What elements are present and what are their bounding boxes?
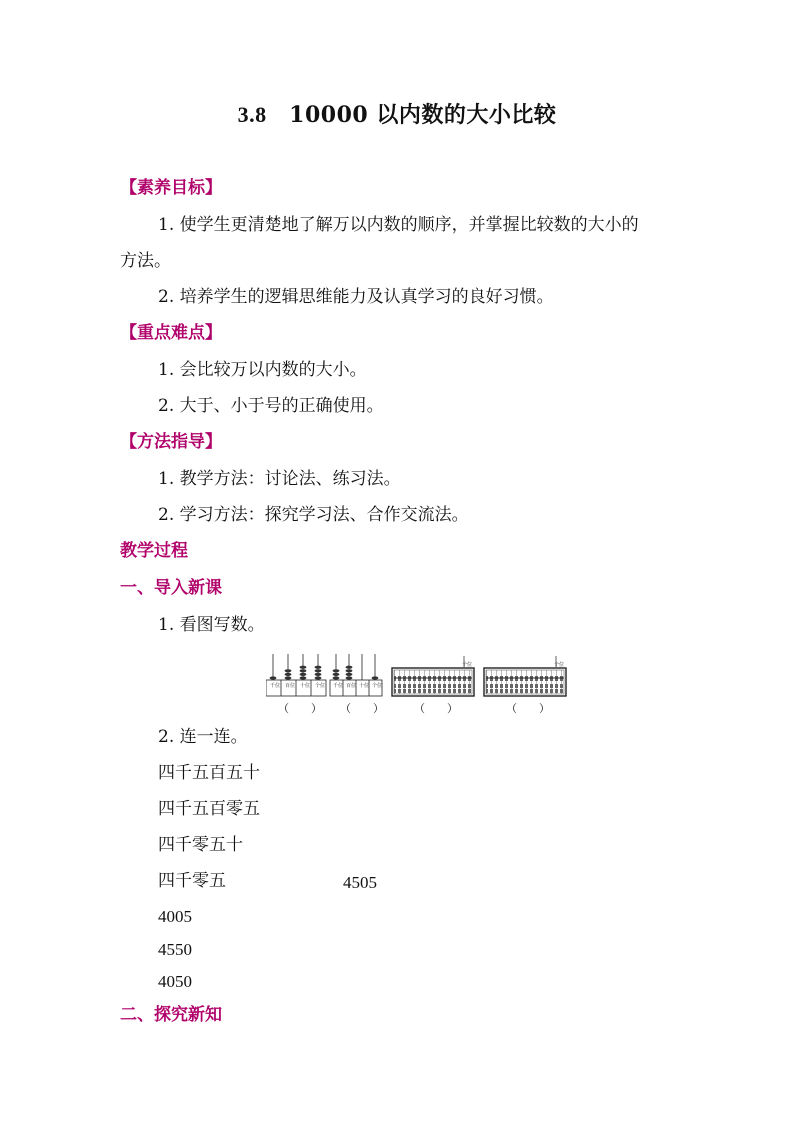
goal-item-2: 2. 培养学生的逻辑思维能力及认真学习的良好习惯。 xyxy=(158,287,554,307)
method-item-1: 1. 教学方法：讨论法、练习法。 xyxy=(158,469,401,489)
place-label-ones: 个位 xyxy=(372,683,383,689)
abacus-bead xyxy=(285,669,292,672)
abacus-bead xyxy=(315,676,322,679)
part1-heading: 一、导入新课 xyxy=(120,578,222,598)
abacus-bead xyxy=(300,673,307,676)
match-right-4: 4050 xyxy=(158,972,192,991)
match-left-4: 四千零五 xyxy=(158,871,226,891)
abacus-bead xyxy=(315,673,322,676)
frame-2-top-label: 个位 xyxy=(554,662,565,668)
goals-heading: 【素养目标】 xyxy=(120,178,222,198)
methods-heading: 【方法指导】 xyxy=(120,432,222,452)
match-right-1: 4505 xyxy=(343,873,377,892)
abacus-bead xyxy=(300,669,307,672)
abacus-bead xyxy=(333,673,340,676)
answer-blank-3[interactable]: （ ） xyxy=(414,703,458,715)
counting-frame-2 xyxy=(484,656,566,696)
abacus-bead xyxy=(270,676,277,679)
goal-item-1: 1. 使学生更清楚地了解万以内数的顺序，并掌握比较数的大小的 xyxy=(158,215,639,235)
abacus-bead xyxy=(333,669,340,672)
answer-blank-4[interactable]: （ ） xyxy=(506,703,550,715)
place-label-tens: 十位 xyxy=(300,683,311,689)
title-number: 3.8 xyxy=(237,102,267,127)
abacus-1-beads xyxy=(270,666,322,680)
part2-heading: 二、探究新知 xyxy=(120,1005,222,1025)
abacus-bead xyxy=(346,676,353,679)
match-left-3: 四千零五十 xyxy=(158,835,243,855)
abacus-bead xyxy=(346,673,353,676)
keypoint-item-1: 1. 会比较万以内数的大小。 xyxy=(158,360,367,380)
abacus-bead xyxy=(300,676,307,679)
abacus-bead xyxy=(315,669,322,672)
match-right-3: 4550 xyxy=(158,940,192,959)
title-text: 10000 以内数的大小比较 xyxy=(289,102,557,128)
abacus-bead xyxy=(346,666,353,669)
match-right-2: 4005 xyxy=(158,907,192,926)
match-left-2: 四千五百零五 xyxy=(158,799,260,819)
abacus-1-labels xyxy=(270,682,325,689)
abacus-bead xyxy=(300,666,307,669)
abacus-2-beads xyxy=(333,666,379,680)
abacus-bead xyxy=(315,666,322,669)
place-label-hundreds: 百位 xyxy=(285,683,296,689)
counting-frame-1 xyxy=(392,656,474,696)
abacus-bead xyxy=(333,676,340,679)
place-label-thousands: 千位 xyxy=(333,683,344,689)
place-label-thousands: 千位 xyxy=(270,683,281,689)
answer-blank-2[interactable]: （ ） xyxy=(340,703,384,715)
place-label-hundreds: 百位 xyxy=(346,683,357,689)
page-title xyxy=(0,98,794,129)
abacus-bead xyxy=(285,676,292,679)
question-1: 1. 看图写数。 xyxy=(158,615,265,635)
answer-blank-1[interactable]: （ ） xyxy=(278,703,322,715)
abacus-bead xyxy=(372,676,379,679)
abacus-bead xyxy=(346,669,353,672)
process-heading: 教学过程 xyxy=(120,541,188,561)
question-2: 2. 连一连。 xyxy=(158,727,248,747)
abacus-bead xyxy=(285,673,292,676)
keypoints-heading: 【重点难点】 xyxy=(120,323,222,343)
frame-1-top-label: 个位 xyxy=(462,662,473,668)
place-label-ones: 个位 xyxy=(315,683,326,689)
place-label-tens: 十位 xyxy=(359,683,370,689)
abacus-2-labels xyxy=(333,682,382,689)
goal-item-1-cont: 方法。 xyxy=(120,251,171,271)
keypoint-item-2: 2. 大于、小于号的正确使用。 xyxy=(158,396,384,416)
method-item-2: 2. 学习方法：探究学习法、合作交流法。 xyxy=(158,505,469,525)
match-left-1: 四千五百五十 xyxy=(158,763,260,783)
